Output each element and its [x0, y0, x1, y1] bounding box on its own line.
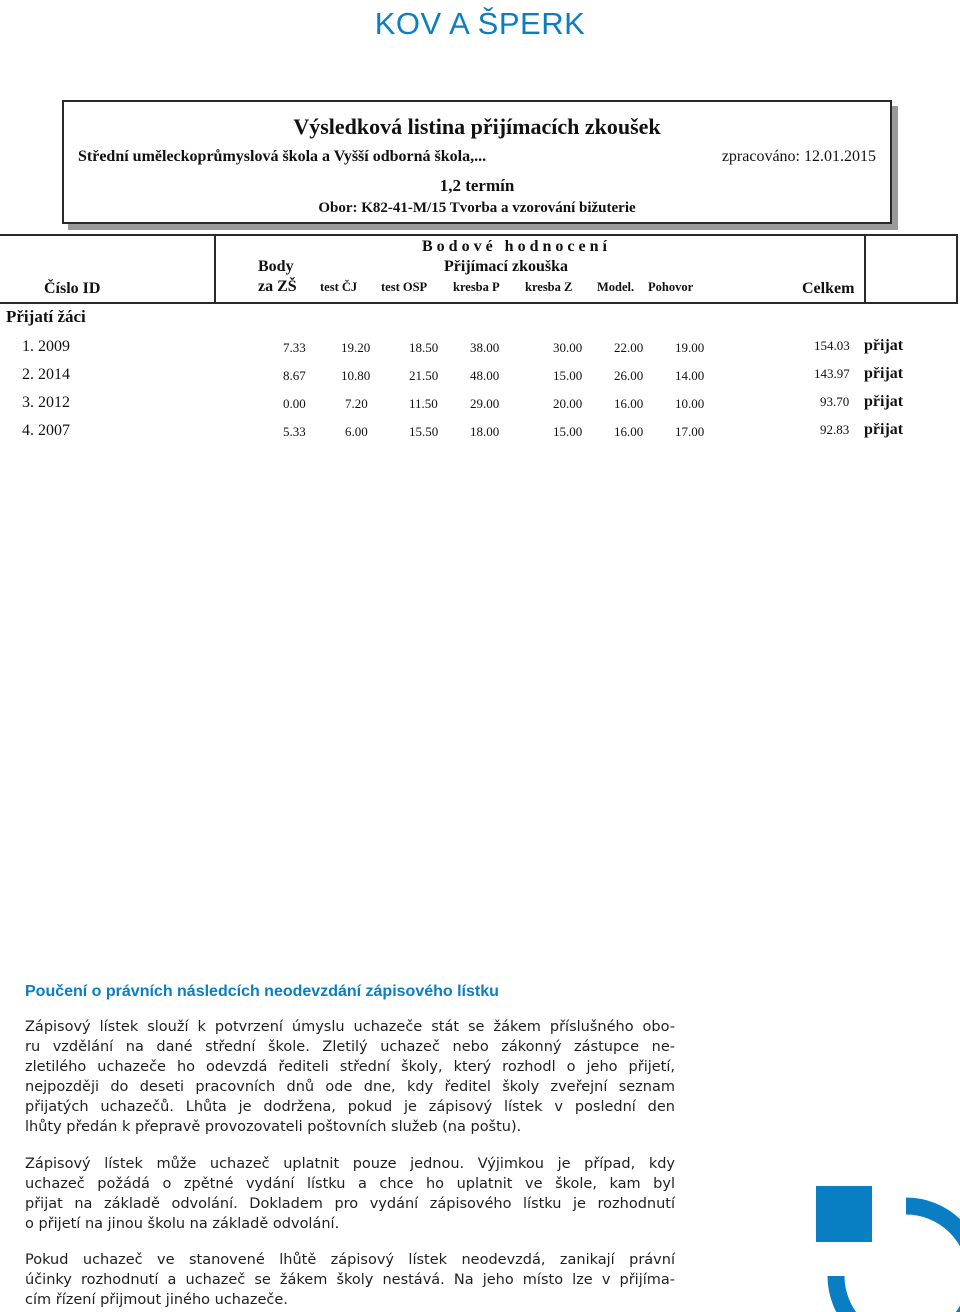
status-label: přijat [864, 393, 904, 410]
table-row [0, 337, 960, 362]
score-test-cj: 19.20 [341, 340, 371, 355]
col-bodove-hodnoceni: B o d o v é h o d n o c e n í [422, 238, 607, 255]
table-row [0, 421, 960, 446]
score-pohovor: 14.00 [675, 368, 705, 383]
table-row [0, 365, 960, 390]
score-kresba-z: 15.00 [553, 368, 583, 383]
score-zs: 0.00 [283, 396, 306, 411]
score-total: 93.70 [820, 394, 850, 409]
column-divider [864, 236, 866, 302]
notice-heading: Poučení o právních následcích neodevzdání zápisového lístku [25, 983, 499, 1000]
score-total: 143.97 [814, 366, 850, 381]
text-line: lhůty předán k přepravě provozovateli poštovních služeb (na poštu). [25, 1119, 522, 1135]
exam-term: 1,2 termín [439, 176, 515, 195]
score-test-osp: 21.50 [409, 368, 439, 383]
score-kresba-z: 20.00 [553, 396, 583, 411]
text-line: cím řízení přijmout jiného uchazeče. [25, 1292, 288, 1308]
score-test-cj: 7.20 [345, 396, 368, 411]
score-model: 22.00 [614, 340, 644, 355]
applicant-id: 1. 2009 [22, 338, 70, 355]
school-name: Střední uměleckoprůmyslová škola a Vyšší odborná škola,... [78, 148, 487, 165]
score-test-osp: 18.50 [409, 340, 439, 355]
notice-paragraph-1 [25, 1017, 675, 1137]
study-field: Obor: K82-41-M/15 Tvorba a vzorování bižuterie [318, 200, 636, 216]
text-line: ru vzdělání na dané střední škole. Zletilý uchazeč nebo zákonný zástupce ne- [25, 1039, 675, 1055]
score-zs: 7.33 [283, 340, 306, 355]
text-line: Zápisový lístek slouží k potvrzení úmyslu uchazeče stát se žákem příslušného obo- [25, 1019, 675, 1035]
score-model: 16.00 [614, 424, 644, 439]
admitted-section-label: Přijatí žáci [6, 307, 86, 326]
processed-date: zpracováno: 12.01.2015 [721, 148, 876, 165]
col-prijimaci-zkouska: Přijímací zkouška [444, 258, 568, 275]
col-celkem: Celkem [802, 280, 855, 297]
score-total: 92.83 [820, 422, 850, 437]
page-title: KOV A ŠPERK [374, 6, 586, 41]
score-kresba-p: 29.00 [470, 396, 500, 411]
status-label: přijat [864, 421, 904, 438]
text-line: přijat na základě odvolání. Dokladem pro vydání zápisového lístku je rozhodnutí [25, 1196, 675, 1212]
score-test-osp: 11.50 [409, 396, 438, 411]
score-kresba-p: 38.00 [470, 340, 500, 355]
score-pohovor: 17.00 [675, 424, 705, 439]
col-za-zs: za ZŠ [258, 278, 297, 295]
col-kresba-p: kresba P [453, 280, 500, 294]
col-test-osp: test OSP [381, 280, 428, 294]
score-zs: 5.33 [283, 424, 306, 439]
score-zs: 8.67 [283, 368, 306, 383]
score-kresba-z: 30.00 [553, 340, 583, 355]
notice-paragraph-3 [25, 1250, 675, 1310]
col-body: Body [258, 258, 294, 275]
score-kresba-p: 18.00 [470, 424, 500, 439]
square-and-arc-logo-icon [816, 1186, 960, 1312]
text-line: Zápisový lístek může uchazeč uplatnit pouze jednou. Výjimkou je případ, kdy [25, 1156, 675, 1172]
sheet-header-box [62, 100, 892, 224]
text-line: přijatých uchazečů. Lhůta je dodržena, pokud je zápisový lístek v poslední den [25, 1099, 675, 1115]
col-id: Číslo ID [44, 280, 101, 297]
text-line: zletilého uchazeče ho odevzdá řediteli střední školy, který rozhodl o jeho přijetí, [25, 1059, 675, 1075]
score-test-cj: 6.00 [345, 424, 368, 439]
column-header-box [0, 234, 958, 304]
col-test-cj: test ČJ [320, 280, 358, 294]
score-total: 154.03 [814, 338, 850, 353]
col-model: Model. [597, 280, 635, 294]
score-test-cj: 10.80 [341, 368, 371, 383]
column-divider [214, 236, 216, 302]
text-line: uchazeč požádá o zpětné vydání lístku a chce ho uplatnit ve škole, kam byl [25, 1176, 675, 1192]
table-row [0, 393, 960, 418]
score-kresba-p: 48.00 [470, 368, 500, 383]
text-line: nejpozději do deseti pracovních dnů ode dne, kdy ředitel školy zveřejní seznam [25, 1079, 675, 1095]
score-model: 16.00 [614, 396, 644, 411]
score-model: 26.00 [614, 368, 644, 383]
col-kresba-z: kresba Z [525, 280, 573, 294]
notice-paragraph-2 [25, 1154, 675, 1234]
score-pohovor: 10.00 [675, 396, 705, 411]
status-label: přijat [864, 365, 904, 382]
status-label: přijat [864, 337, 904, 354]
sheet-title: Výsledková listina přijímacích zkoušek [293, 114, 661, 139]
text-line: účinky rozhodnutí a uchazeč se žákem školy nestává. Na jeho místo lze v přijíma- [25, 1272, 675, 1288]
score-pohovor: 19.00 [675, 340, 705, 355]
applicant-id: 2. 2014 [22, 366, 70, 383]
score-test-osp: 15.50 [409, 424, 439, 439]
text-line: Pokud uchazeč ve stanovené lhůtě zápisový lístek neodevzdá, zanikají právní [25, 1252, 675, 1268]
score-kresba-z: 15.00 [553, 424, 583, 439]
col-pohovor: Pohovor [648, 280, 694, 294]
applicant-id: 4. 2007 [22, 422, 70, 439]
text-line: o přijetí na jinou školu na základě odvolání. [25, 1216, 340, 1232]
applicant-id: 3. 2012 [22, 394, 70, 411]
